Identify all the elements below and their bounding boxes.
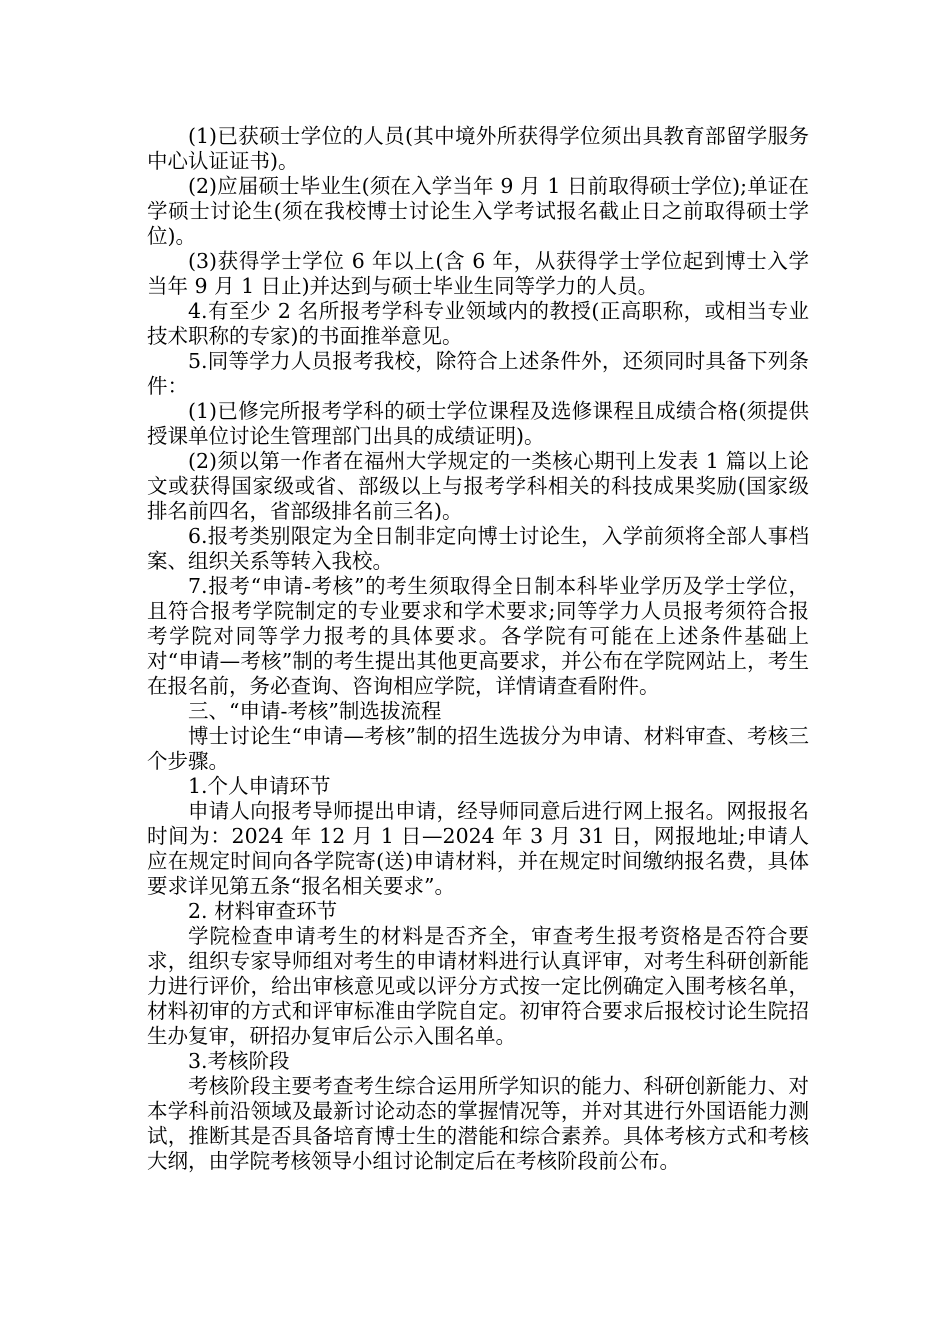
subheading-assessment-stage: 3.考核阶段: [188, 1049, 290, 1073]
paragraph-master-degree-holders: (1)已获硕士学位的人员(其中境外所获得学位须出具教育部留学服务中心认证证书)。: [147, 124, 809, 173]
paragraph-enrollment-type: 6.报考类别限定为全日制非定向博士讨论生，入学前须将全部人事档案、组织关系等转入我校。: [147, 524, 809, 573]
paragraph-bachelor-six-years: (3)获得学士学位 6 年以上(含 6 年，从获得学士学位起到博士入学当年 9 月 1 日止)并达到与硕士毕业生同等学力的人员。: [147, 249, 809, 298]
subheading-material-review: 2. 材料审查环节: [188, 899, 338, 923]
paragraph-equivalent-qualification: 5.同等学力人员报考我校，除符合上述条件外，还须同时具备下列条件：: [147, 349, 809, 398]
subheading-personal-application: 1.个人申请环节: [188, 774, 331, 798]
paragraph-material-review: 学院检查申请考生的材料是否齐全，审查考生报考资格是否符合要求，组织专家导师组对考生的申请材料进行认真评审，对考生科研创新能力进行评价，给出审核意见或以评分方式按一定比例确定入围考核名单，材料初审的方式和评审标准由学院自定。初审符合要求后报校讨论生院招生办复审，研招办复审后公示入围名单。: [147, 924, 809, 1048]
paragraph-process-overview: 博士讨论生“申请—考核”制的招生选拔分为申请、材料审查、考核三个步骤。: [147, 724, 809, 773]
paragraph-application-requirements: 7.报考“申请-考核”的考生须取得全日制本科毕业学历及学士学位，且符合报考学院制定的专业要求和学术要求;同等学力人员报考须符合报考学院对同等学力报考的具体要求。各学院有可能在上述条件基础上对“申请—考核”制的考生提出其他更高要求，并公布在学院网站上，考生在报名前，务必查询、咨询相应学院，详情请查看附件。: [147, 574, 809, 698]
paragraph-recommendation-letters: 4.有至少 2 名所报考学科专业领域内的教授(正高职称，或相当专业技术职称的专家)的书面推举意见。: [147, 299, 809, 348]
paragraph-courses-completed: (1)已修完所报考学科的硕士学位课程及选修课程且成绩合格(须提供授课单位讨论生管理部门出具的成绩证明)。: [147, 399, 809, 448]
document-body: [147, 124, 809, 1174]
paragraph-publications: (2)须以第一作者在福州大学规定的一类核心期刊上发表 1 篇以上论文或获得国家级或省、部级以上与报考学科相关的科技成果奖励(国家级排名前四名，省部级排名前三名)。: [147, 449, 809, 523]
section-heading-selection-process: 三、“申请-考核”制选拔流程: [188, 699, 442, 723]
paragraph-personal-application: 申请人向报考导师提出申请，经导师同意后进行网上报名。网报报名时间为：2024 年 12 月 1 日—2024 年 3 月 31 日，网报地址;申请人应在规定时间向各学院寄(送)申请材料，并在规定时间缴纳报名费，具体要求详见第五条“报名相关要求”。: [147, 799, 809, 898]
paragraph-assessment-stage: 考核阶段主要考查考生综合运用所学知识的能力、科研创新能力、对本学科前沿领域及最新讨论动态的掌握情况等，并对其进行外国语能力测试，推断其是否具备培育博士生的潜能和综合素养。具体考核方式和考核大纲，由学院考核领导小组讨论制定后在考核阶段前公布。: [147, 1074, 809, 1173]
paragraph-fresh-graduates: (2)应届硕士毕业生(须在入学当年 9 月 1 日前取得硕士学位);单证在学硕士讨论生(须在我校博士讨论生入学考试报名截止日之前取得硕士学位)。: [147, 174, 809, 248]
